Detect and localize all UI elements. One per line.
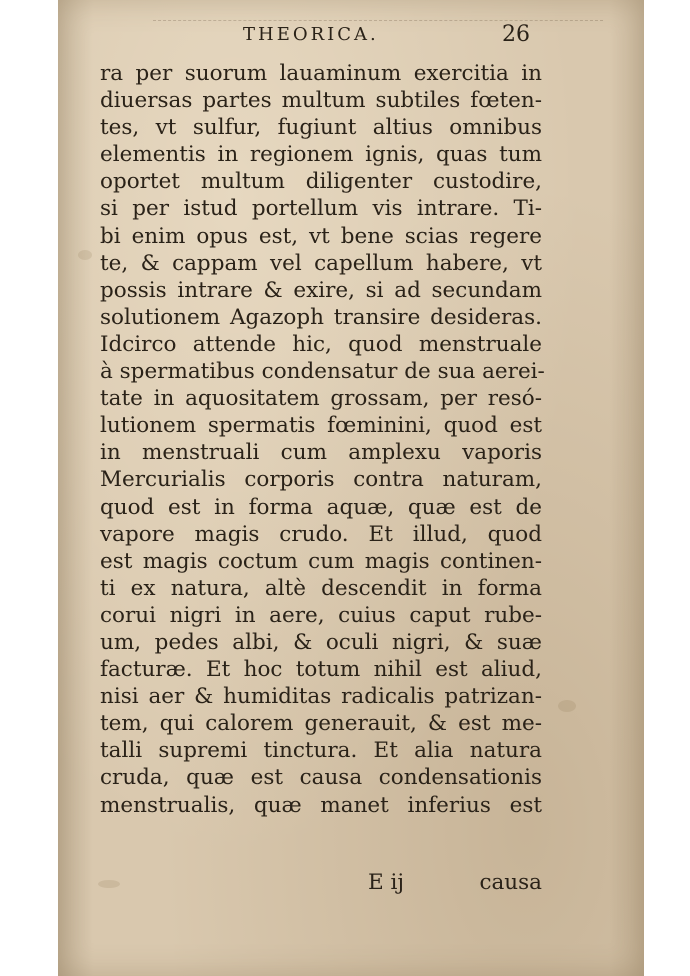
text-line: oportet multum diligenter custodire, — [100, 169, 542, 195]
text-line: solutionem Agazoph transire desideras. — [100, 304, 542, 330]
page-number: 26 — [502, 22, 530, 47]
text-line: ti ex natura, altè descendit in forma — [100, 575, 542, 601]
text-line: si per istud portellum vis intrare. Ti- — [100, 196, 542, 222]
text-line: est magis coctum cum magis continen- — [100, 548, 542, 574]
text-line: te, & cappam vel capellum habere, vt — [100, 250, 542, 276]
text-line: bi enim opus est, vt bene scias regere — [100, 223, 542, 249]
signature-mark: E ij — [368, 870, 405, 895]
text-line: tes, vt sulfur, fugiunt altius omnibus — [100, 115, 542, 141]
text-line: um, pedes albi, & oculi nigri, & suæ — [100, 629, 542, 655]
text-line: corui nigri in aere, cuius caput rube- — [100, 602, 542, 628]
text-line: lutionem spermatis fœminini, quod est — [100, 413, 542, 439]
text-line: nisi aer & humiditas radicalis patrizan- — [100, 684, 542, 710]
text-line: ra per suorum lauaminum exercitia in — [100, 61, 542, 86]
text-line: possis intrare & exire, si ad secundam — [100, 277, 542, 303]
text-line: facturæ. Et hoc totum nihil est aliud, — [100, 657, 542, 683]
catchword: causa — [479, 870, 542, 895]
text-line: vapore magis crudo. Et illud, quod — [100, 521, 542, 547]
text-line: à spermatibus condensatur de sua aerei- — [100, 359, 545, 385]
text-line: diuersas partes multum subtiles fœten- — [100, 88, 542, 114]
text-line: Mercurialis corporis contra naturam, — [100, 467, 542, 493]
text-line: menstrualis, quæ manet inferius est — [100, 792, 542, 818]
paper-stain — [558, 700, 576, 712]
running-head: THEORICA. — [243, 24, 379, 45]
text-line: tem, qui calorem generauit, & est me- — [100, 711, 542, 737]
bleed-through-line — [153, 0, 603, 21]
text-line: Idcirco attende hic, quod menstruale — [100, 331, 542, 357]
body-text — [100, 60, 545, 819]
text-line: elementis in regionem ignis, quas tum — [100, 142, 542, 168]
text-line: quod est in forma aquæ, quæ est de — [100, 494, 542, 520]
text-line: tate in aquositatem grossam, per resó- — [100, 386, 542, 412]
page-footer — [100, 870, 542, 896]
paper-stain — [78, 250, 92, 260]
text-line: talli supremi tinctura. Et alia natura — [100, 738, 542, 764]
text-line: cruda, quæ est causa condensationis — [100, 765, 542, 791]
text-line: in menstruali cum amplexu vaporis — [100, 440, 542, 466]
